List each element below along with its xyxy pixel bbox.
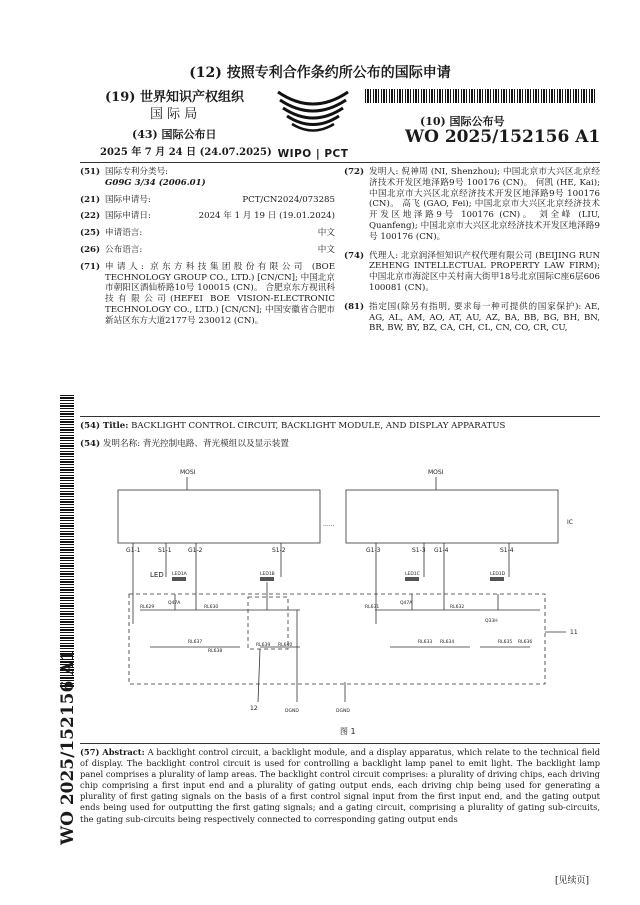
q47a-left-label: Q47A <box>168 601 181 606</box>
dgnd-left-label: DGND <box>285 709 299 714</box>
org-sub: 国 际 局 <box>150 107 198 122</box>
pin-g1-1: G1-1 <box>126 547 141 554</box>
led-block-b <box>260 577 274 581</box>
publication-type: (12) 按照专利合作条约所公布的国际申请 <box>189 65 451 81</box>
mosi-left-label: MOSI <box>180 469 196 476</box>
wipo-emblem-icon <box>272 88 354 138</box>
resistor-rl633: RL633 <box>418 640 433 645</box>
continuation-note: [见续页] <box>555 876 590 886</box>
label-12: 12 <box>250 705 258 712</box>
header-divider <box>80 162 600 163</box>
title-en-row: (54) Title: BACKLIGHT CONTROL CIRCUIT, BACKLIGHT MODULE, AND DISPLAY APPARATUS <box>80 421 506 431</box>
led-block-a <box>172 577 186 581</box>
resistor-rl635: RL635 <box>498 640 513 645</box>
resistor-rl629: RL629 <box>140 605 155 610</box>
driver-chip-right <box>346 490 558 543</box>
side-pub-number: WO 2025/152156 A1 <box>58 649 78 845</box>
driver-chip-left <box>118 490 320 543</box>
resistor-rl636: RL636 <box>518 640 533 645</box>
field-71: (71) 申请人: 京东方科技集团股份有限公司 (BOE TECHNOLOGY GROUP CO., LTD.) [CN/CN]; 中国北京市朝阳区酒仙桥路10号 100015 (CN)。 合肥京东方视讯科技有限公司(HEFEI BOE VISION-ELECTRONIC TECHNOLOGY CO., LTD.) [CN/CN]; 中国安徽省合肥市新站区东方大道2177号 230012 (CN)。 <box>80 261 335 326</box>
resistor-rl634: RL634 <box>440 640 455 645</box>
org-name: 世界知识产权组织 <box>139 90 244 105</box>
field-22: (22) 国际申请日: 2024 年 1 月 19 日 (19.01.2024) <box>80 211 335 222</box>
titles-divider <box>80 416 600 417</box>
org-code: (19) <box>105 90 136 105</box>
barcode-top <box>365 89 597 103</box>
resistor-rl630: RL630 <box>204 605 219 610</box>
wipo-logo-text: WIPO | PCT <box>277 148 349 160</box>
pin-s1-2: S1-2 <box>272 547 286 554</box>
pub-date-label: (43) 国际公布日 <box>132 128 217 141</box>
led-d-label: LED1D <box>490 572 506 577</box>
pin-s1-4: S1-4 <box>500 547 514 554</box>
field-26: (26) 公布语言: 中文 <box>80 244 335 255</box>
figure-caption: 图 1 <box>340 727 356 736</box>
figure-1-circuit <box>100 462 600 740</box>
field-81: (81) 指定国(除另有指明, 要求每一种可提供的国家保护): AE, AG, AL, AM, AO, AT, AU, AZ, BA, BB, BG, BH, BN, BR, BW, BY, BZ, CA, CH, CL, CN, CO, CR, CU, <box>344 301 600 334</box>
led-c-label: LED1C <box>405 572 420 577</box>
resistor-rl632: RL632 <box>450 605 465 610</box>
title-cn-row: (54) 发明名称: 背光控制电路、背光模组以及显示装置 <box>80 439 289 449</box>
title-en: BACKLIGHT CONTROL CIRCUIT, BACKLIGHT MODULE, AND DISPLAY APPARATUS <box>131 421 506 431</box>
resistor-rl639: RL639 <box>256 643 271 648</box>
field-74: (74) 代理人: 北京润泽恒知识产权代理有限公司 (BEIJING RUN ZEHENG INTELLECTUAL PROPERTY LAW FIRM); 中国北京市海淀区中关村南大街甲18号北京国际C座6层606 100081 (CN)。 <box>344 250 600 293</box>
q47a-right-label: Q47A <box>400 601 413 606</box>
barcode-side <box>60 395 74 687</box>
led-block-d <box>490 577 504 581</box>
abstract-text: A backlight control circuit, a backlight module, and a display apparatus, which relate to the technical field of display. The backlight control circuit is used for controlling a backlight lamp panel to emit light. The backlight lamp panel comprises a plurality of lamp areas. The backlight control circuit comprises: a plurality of driving chips, each driving chip comprising a first input end and a plurality of gating output ends, each driving chip being used for generating a plurality of first gating signals on the basis of a first control signal input from the first input end, and the gating output ends being used for outputting the first gating signals; and a gating circuit, comprising a plurality of gating sub-circuits, the gating sub-circuits being respectively connected to corresponding gating output ends <box>80 747 601 824</box>
mosi-right-label: MOSI <box>428 469 444 476</box>
led-label: LED <box>150 571 164 579</box>
resistor-rl631: RL631 <box>365 605 380 610</box>
component-blocks <box>172 577 504 581</box>
title-cn: 背光控制电路、背光模组以及显示装置 <box>142 439 289 449</box>
abstract: (57) Abstract: A backlight control circuit, a backlight module, and a display apparatus, which relate to the technical field of display. The backlight control circuit is used for controlling a backlight lamp panel to emit light. The backlight lamp panel comprises a plurality of lamp areas. The backlight control circuit comprises: a plurality of driving chips, each driving chip comprising a first input end and a plurality of gating output ends, each driving chip being used for generating a plurality of first gating signals on the basis of a first control signal input from the first input end, and the gating output ends being used for outputting the first gating signals; and a gating circuit, comprising a plurality of gating sub-circuits, the gating sub-circuits being respectively connected to corresponding gating output ends <box>80 747 601 824</box>
ellipsis-label: ...... <box>323 521 335 528</box>
pin-s1-1: S1-1 <box>158 547 172 554</box>
right-biblio <box>344 167 600 334</box>
pin-g1-3: G1-3 <box>366 547 381 554</box>
pub-date: 2025 年 7 月 24 日 (24.07.2025) <box>100 147 272 158</box>
gating-subcircuit <box>248 597 288 649</box>
resistor-rl638: RL638 <box>208 649 223 654</box>
pin-g1-2: G1-2 <box>188 547 203 554</box>
pin-s1-3: S1-3 <box>412 547 426 554</box>
field-25: (25) 申请语言: 中文 <box>80 228 335 239</box>
left-biblio <box>80 167 335 327</box>
wipo-logo <box>272 88 354 160</box>
led-a-label: LED1A <box>172 572 187 577</box>
field-51-value: G09G 3/34 (2006.01) <box>105 177 206 188</box>
pin-g1-4: G1-4 <box>434 547 449 554</box>
pub-number: WO 2025/152156 A1 <box>405 127 601 147</box>
q33h-label: Q33H <box>485 619 498 624</box>
field-21: (21) 国际申请号: PCT/CN2024/073285 <box>80 194 335 205</box>
led-block-c <box>405 577 419 581</box>
field-51: (51) 国际专利分类号: <box>80 167 169 177</box>
abstract-divider <box>80 743 600 744</box>
field-72: (72) 发明人: 倪神周 (NI, Shenzhou); 中国北京市大兴区北京经济技术开发区地泽路9号 100176 (CN)。 何凯 (HE, Kai); 中国北京市大兴区北京经济技术开发区地泽路9号 100176 (CN)。 高飞 (GAO, Fei); 中国北京市大兴区北京经济技术开发区地泽路9号 100176 (CN)。 刘全峰 (LIU, Quanfeng); 中国北京市大兴区北京经济技术开发区地泽路9号 100176 (CN)。 <box>344 167 600 242</box>
resistor-rl637: RL637 <box>188 640 203 645</box>
gating-circuit-boundary <box>129 594 545 684</box>
label-11: 11 <box>570 629 578 636</box>
led-b-label: LED1B <box>260 572 275 577</box>
dgnd-right-label: DGND <box>336 709 350 714</box>
ic-label: IC <box>567 519 573 526</box>
resistor-rl640: RL640 <box>278 643 293 648</box>
pub-no-label: (10) 国际公布号 <box>420 115 505 128</box>
